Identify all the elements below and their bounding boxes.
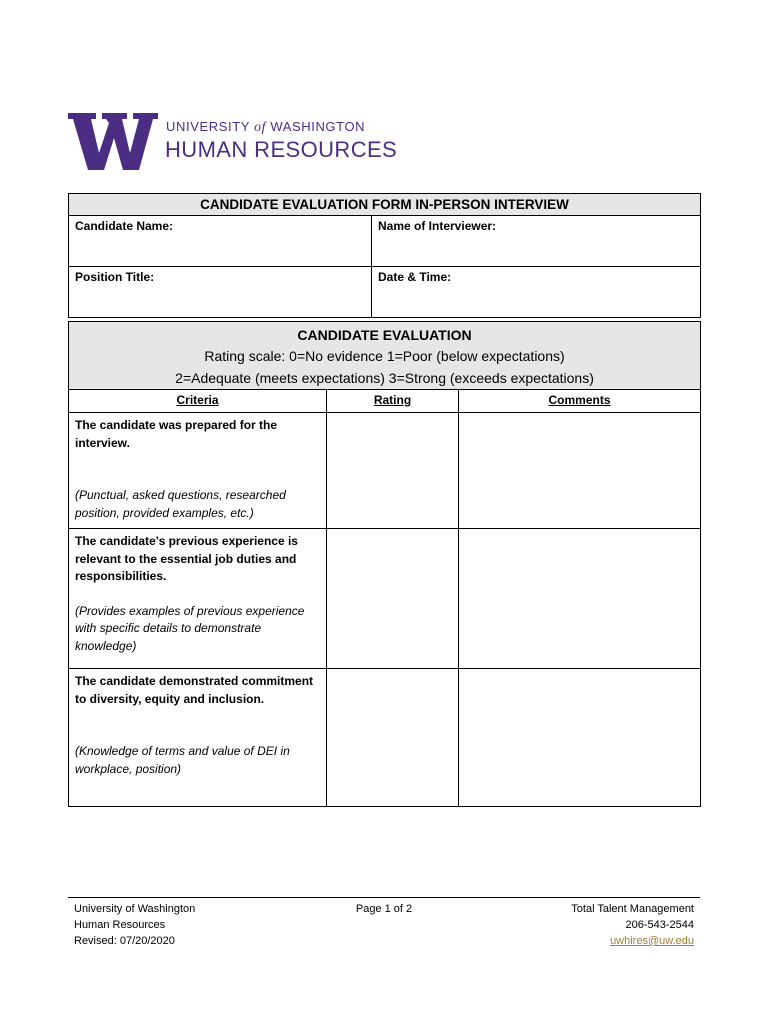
footer-team: Total Talent Management [571, 903, 694, 915]
column-header-rating: Rating [327, 390, 459, 413]
candidate-info-table [68, 193, 701, 318]
criteria-note: (Punctual, asked questions, researched position, provided examples, etc.) [75, 488, 286, 520]
comments-cell[interactable] [459, 413, 701, 529]
criteria-cell [69, 413, 327, 529]
form-title: CANDIDATE EVALUATION FORM IN-PERSON INTERVIEW [69, 194, 701, 216]
criteria-note: (Provides examples of previous experience with specific details to demonstrate knowledge) [75, 603, 305, 653]
criteria-cell [69, 529, 327, 669]
page-footer [68, 897, 700, 947]
column-header-comments: Comments [459, 390, 701, 413]
footer-phone: 206-543-2544 [625, 919, 694, 931]
evaluation-title: CANDIDATE EVALUATION [297, 327, 472, 343]
footer-department: Human Resources [74, 919, 166, 931]
footer-right [571, 901, 694, 949]
interviewer-name-field[interactable]: Name of Interviewer: [372, 216, 701, 267]
rating-cell[interactable] [327, 413, 459, 529]
rating-cell[interactable] [327, 529, 459, 669]
position-title-field[interactable]: Position Title: [69, 267, 372, 318]
rating-scale-line-2: 2=Adequate (meets expectations) 3=Strong (exceeds expectations) [175, 370, 594, 386]
uw-w-logo-icon [68, 110, 158, 172]
uw-hr-logo [68, 110, 398, 176]
comments-cell[interactable] [459, 529, 701, 669]
criteria-note: (Knowledge of terms and value of DEI in workplace, position) [75, 744, 290, 776]
criteria-statement: The candidate’s previous experience is relevant to the essential job duties and responsibilities. [75, 534, 298, 583]
date-time-field[interactable]: Date & Time: [372, 267, 701, 318]
footer-revised-date: Revised: 07/20/2020 [74, 935, 175, 947]
table-row [69, 529, 701, 669]
logo-university-text: UNIVERSITY of WASHINGTON [166, 119, 366, 135]
column-header-criteria: Criteria [69, 390, 327, 413]
footer-university: University of Washington [74, 903, 196, 915]
rating-cell[interactable] [327, 669, 459, 807]
footer-page-number: Page 1 of 2 [355, 903, 413, 915]
comments-cell[interactable] [459, 669, 701, 807]
table-row [69, 669, 701, 807]
logo-human-resources-text: HUMAN RESOURCES [165, 137, 398, 162]
criteria-statement: The candidate was prepared for the interview. [75, 418, 278, 450]
candidate-name-field[interactable]: Candidate Name: [69, 216, 372, 267]
table-row [69, 413, 701, 529]
evaluation-header [69, 322, 701, 390]
criteria-cell [69, 669, 327, 807]
footer-email-link[interactable]: uwhires@uw.edu [610, 935, 694, 947]
rating-scale-line-1: Rating scale: 0=No evidence 1=Poor (below expectations) [204, 348, 565, 364]
evaluation-table [68, 321, 701, 807]
criteria-statement: The candidate demonstrated commitment to diversity, equity and inclusion. [75, 674, 314, 706]
